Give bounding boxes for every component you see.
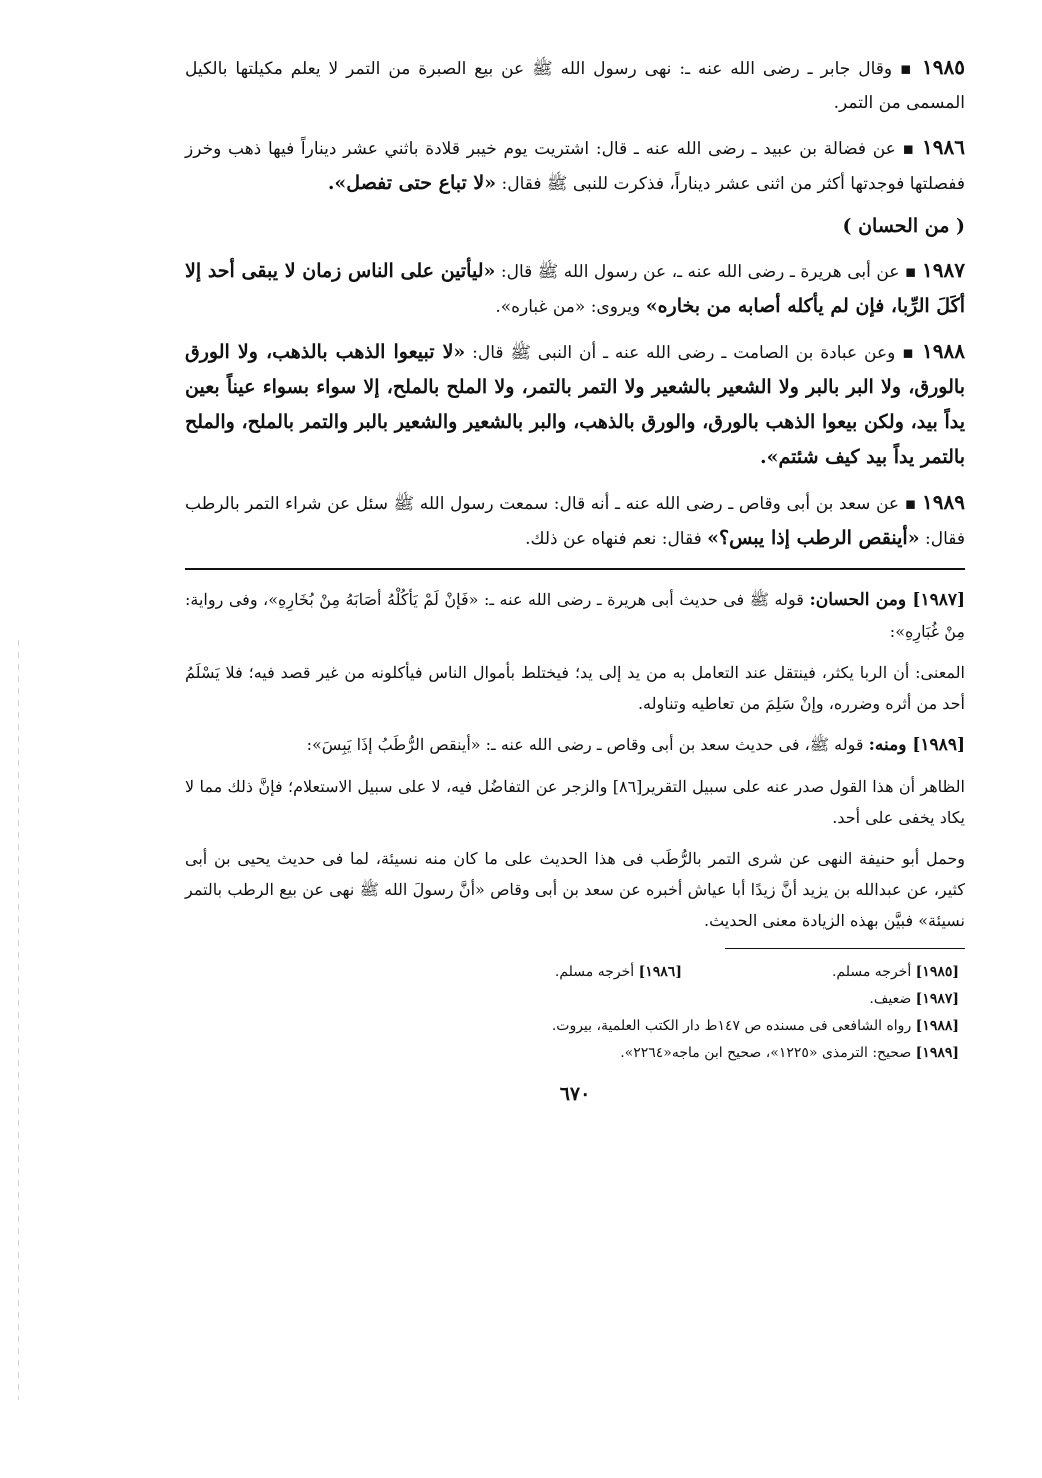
footnote-1985 xyxy=(832,959,959,986)
hadith-tail: ويروى: «من غباره». xyxy=(495,297,641,317)
commentary-lead: [١٩٨٧] ومن الحسان: xyxy=(809,590,966,610)
hadith-quote: «لا تبيعوا الذهب بالذهب، ولا الورق بالورق، ولا البر بالبر ولا الشعير بالشعير ولا التمر بالتمر، ولا الملح بالملح، إلا سواء بسواء عيناً بعين يداً بيد، ولكن بيعوا الذهب بالورق، والورق بالذهب، والبر بالشعير والشعير بالبر والتمر بالملح، والملح بالتمر يداً بيد كيف شئتم». xyxy=(185,341,965,468)
hadith-1989 xyxy=(185,485,965,556)
hadith-1987 xyxy=(185,253,965,324)
footnote-text: أخرجه مسلم. xyxy=(831,964,912,980)
hadith-number-mark: ▪ xyxy=(904,494,917,514)
hadith-quote: «أينقص الرطب إذا يبس؟» xyxy=(707,527,920,549)
commentary-divider xyxy=(185,568,965,570)
footnote-divider xyxy=(725,948,965,949)
hadith-text: وقال جابر ـ رضى الله عنه ـ: نهى رسول الله ﷺ عن بيع الصبرة من التمر لا يعلم مكيلتها بالكيل المسمى من التمر. xyxy=(185,59,965,113)
hadith-number: ١٩٨٧ xyxy=(922,258,966,282)
hadith-quote: «ليأتين على الناس زمان لا يبقى أحد إلا أكَلَ الرِّبا، فإن لم يأكله أصابه من بخاره» xyxy=(185,260,965,317)
commentary-1987 xyxy=(185,584,965,647)
hadith-number-mark: ▪ xyxy=(902,139,916,159)
hadith-text: عن أبى هريرة ـ رضى الله عنه ـ، عن رسول الله ﷺ قال: xyxy=(500,262,900,282)
scan-edge-line xyxy=(18,640,19,1400)
hadith-number: ١٩٨٦ xyxy=(922,135,965,159)
footnote-text: أخرجه مسلم. xyxy=(554,964,635,980)
hadith-quote: «لا تباع حتى تفصل». xyxy=(327,172,497,194)
footnote-label: [١٩٨٥] xyxy=(915,964,959,980)
footnote-1986 xyxy=(555,959,682,986)
commentary-text: وحمل أبو حنيفة النهى عن شرى التمر بالرُّطَب فى هذا الحديث على ما كان منه نسيئة، لما فى حديث يحيى بن أبى كثير، عن عبدالله بن يزيد أنَّ زيدًا أبا عياش أخبره عن سعد بن أبى وقاص «أنَّ رسولَ الله ﷺ نهى عن بيع الرطب بالتمر نسيئة» فبيَّن بهذه الزيادة معنى الحديث. xyxy=(185,849,965,930)
footnote-1988 xyxy=(185,1013,959,1040)
hadith-1985 xyxy=(185,50,965,120)
book-page xyxy=(185,50,965,1105)
commentary-meaning xyxy=(185,657,965,719)
commentary-apparent xyxy=(185,771,965,833)
page-number: ٦٧٠ xyxy=(559,1083,591,1105)
hadith-text: عن سعد بن أبى وقاص ـ رضى الله عنه ـ أنه قال: سمعت رسول الله ﷺ سئل عن شراء التمر بالرطب فقال: xyxy=(185,494,965,549)
commentary-text: الظاهر أن هذا القول صدر عنه على سبيل التقرير[٨٦] والزجر عن التفاضُل فيه، لا على سبيل الاستعلام؛ فإنَّ ذلك مما لا يكاد يخفى على أحد. xyxy=(185,777,965,827)
footnote-1987 xyxy=(185,986,959,1013)
commentary-1989 xyxy=(185,729,965,761)
hadith-1986 xyxy=(185,130,965,201)
footnote-1989 xyxy=(185,1040,959,1067)
footnote-row xyxy=(185,959,959,986)
hadith-number: ١٩٨٩ xyxy=(922,490,965,514)
footnote-label: [١٩٨٦] xyxy=(638,964,682,980)
hadith-1988 xyxy=(185,334,965,475)
hadith-text: وعن عبادة بن الصامت ـ رضى الله عنه ـ أن النبى ﷺ قال: xyxy=(472,343,896,363)
footnote-text: صحيح: الترمذى «١٢٢٥»، صحيح ابن ماجه«٢٢٦٤». xyxy=(620,1045,912,1061)
commentary-text: قوله ﷺ، فى حديث سعد بن أبى وقاص ـ رضى الله عنه ـ: «أينقص الرُّطَبُ إذَا يَبِسَ»: xyxy=(306,735,864,754)
hadith-text: عن فضالة بن عبيد ـ رضى الله عنه ـ قال: اشتريت يوم خيبر قلادة باثني عشر ديناراً فيها ذهب وخرز ففصلتها فوجدتها أكثر من اثنى عشر ديناراً، فذكرت للنبى ﷺ فقال: xyxy=(185,139,965,194)
commentary-text: قوله ﷺ فى حديث أبى هريرة ـ رضى الله عنه ـ: «فَإنْ لَمْ يَأكُلْهُ أصَابَهُ مِنْ بُخَارِهِ»، وفى رواية: مِنْ غُبَارِهِ»: xyxy=(185,590,965,641)
commentary-abu-hanifa xyxy=(185,843,965,936)
footnotes xyxy=(185,959,965,1067)
commentary-lead: [١٩٨٩] ومنه: xyxy=(868,735,965,755)
footnote-text: رواه الشافعى فى مسنده ص ١٤٧ط دار الكتب العلمية، بيروت. xyxy=(551,1018,912,1034)
footnote-label: [١٩٨٨] xyxy=(915,1018,959,1034)
section-heading: ( من الحسان ) xyxy=(842,215,965,237)
hadith-number-mark: ▪ xyxy=(900,59,915,79)
footnote-label: [١٩٨٧] xyxy=(915,991,959,1007)
footnote-label: [١٩٨٩] xyxy=(915,1045,959,1061)
footnote-text: ضعيف. xyxy=(869,991,912,1007)
hadith-number: ١٩٨٥ xyxy=(922,55,965,79)
hadith-number-mark: ▪ xyxy=(902,343,916,363)
hadith-number: ١٩٨٨ xyxy=(922,339,966,363)
commentary-text: المعنى: أن الربا يكثر، فينتقل عند التعامل به من يد إلى يد؛ فيختلط بأموال الناس فيأكلونه من غير قصد فيه؛ فلا يَسْلَمُ أحد من أثره وضرره، وإنْ سَلِمَ من تعاطيه وتناوله. xyxy=(185,663,965,713)
hadith-number-mark: ▪ xyxy=(904,262,917,282)
hadith-tail: فقال: نعم فنهاه عن ذلك. xyxy=(525,529,702,549)
